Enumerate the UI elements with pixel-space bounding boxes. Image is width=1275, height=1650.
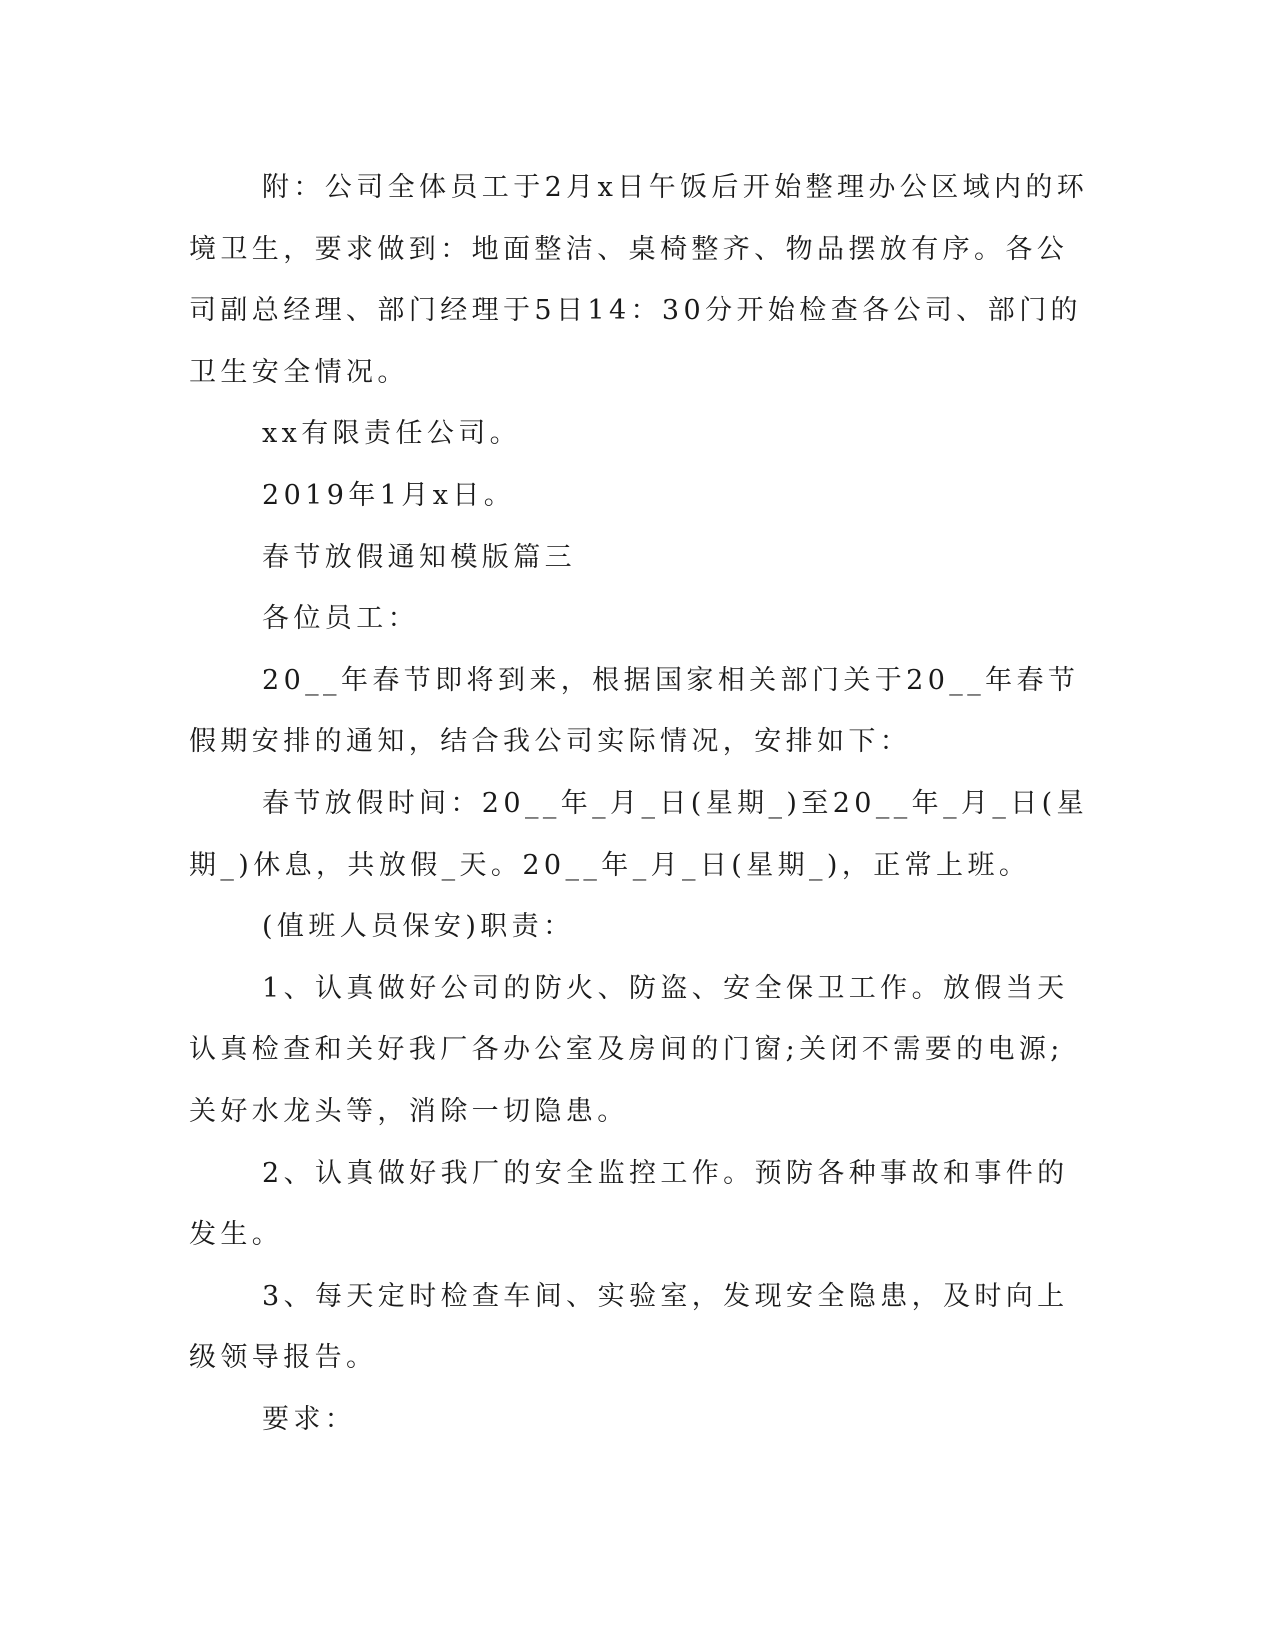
paragraph-company-signature: xx有限责任公司。 (262, 418, 522, 450)
paragraph-duty-item-1: 1、认真做好公司的防火、防盗、安全保卫工作。放假当天认真检查和关好我厂各办公室及房间的门窗;关闭不需要的电源;关好水龙头等，消除一切隐患。 (189, 972, 1069, 1127)
document-body (189, 157, 1089, 1450)
paragraph-signature-date: 2019年1月x日。 (262, 479, 516, 511)
paragraph-salutation: 各位员工： (262, 603, 419, 635)
paragraph-attachment-note: 附：公司全体员工于2月x日午饭后开始整理办公区域内的环境卫生，要求做到：地面整洁、桌椅整齐、物品摆放有序。各公司副总经理、部门经理于5日14：30分开始检查各公司、部门的卫生安全情况。 (189, 172, 1089, 388)
paragraph-duty-item-3: 3、每天定时检查车间、实验室，发现安全隐患，及时向上级领导报告。 (189, 1280, 1069, 1374)
paragraph-requirements-heading: 要求： (262, 1403, 357, 1435)
section-heading: 春节放假通知模版篇三 (262, 541, 576, 573)
paragraph-duty-heading: (值班人员保安)职责： (262, 911, 575, 943)
paragraph-holiday-time: 春节放假时间：20__年_月_日(星期_)至20__年_月_日(星期_)休息，共放假_天。20__年_月_日(星期_)，正常上班。 (189, 787, 1089, 881)
paragraph-duty-item-2: 2、认真做好我厂的安全监控工作。预防各种事故和事件的发生。 (189, 1157, 1069, 1251)
paragraph-intro: 20__年春节即将到来，根据国家相关部门关于20__年春节假期安排的通知，结合我公司实际情况，安排如下： (189, 664, 1080, 758)
